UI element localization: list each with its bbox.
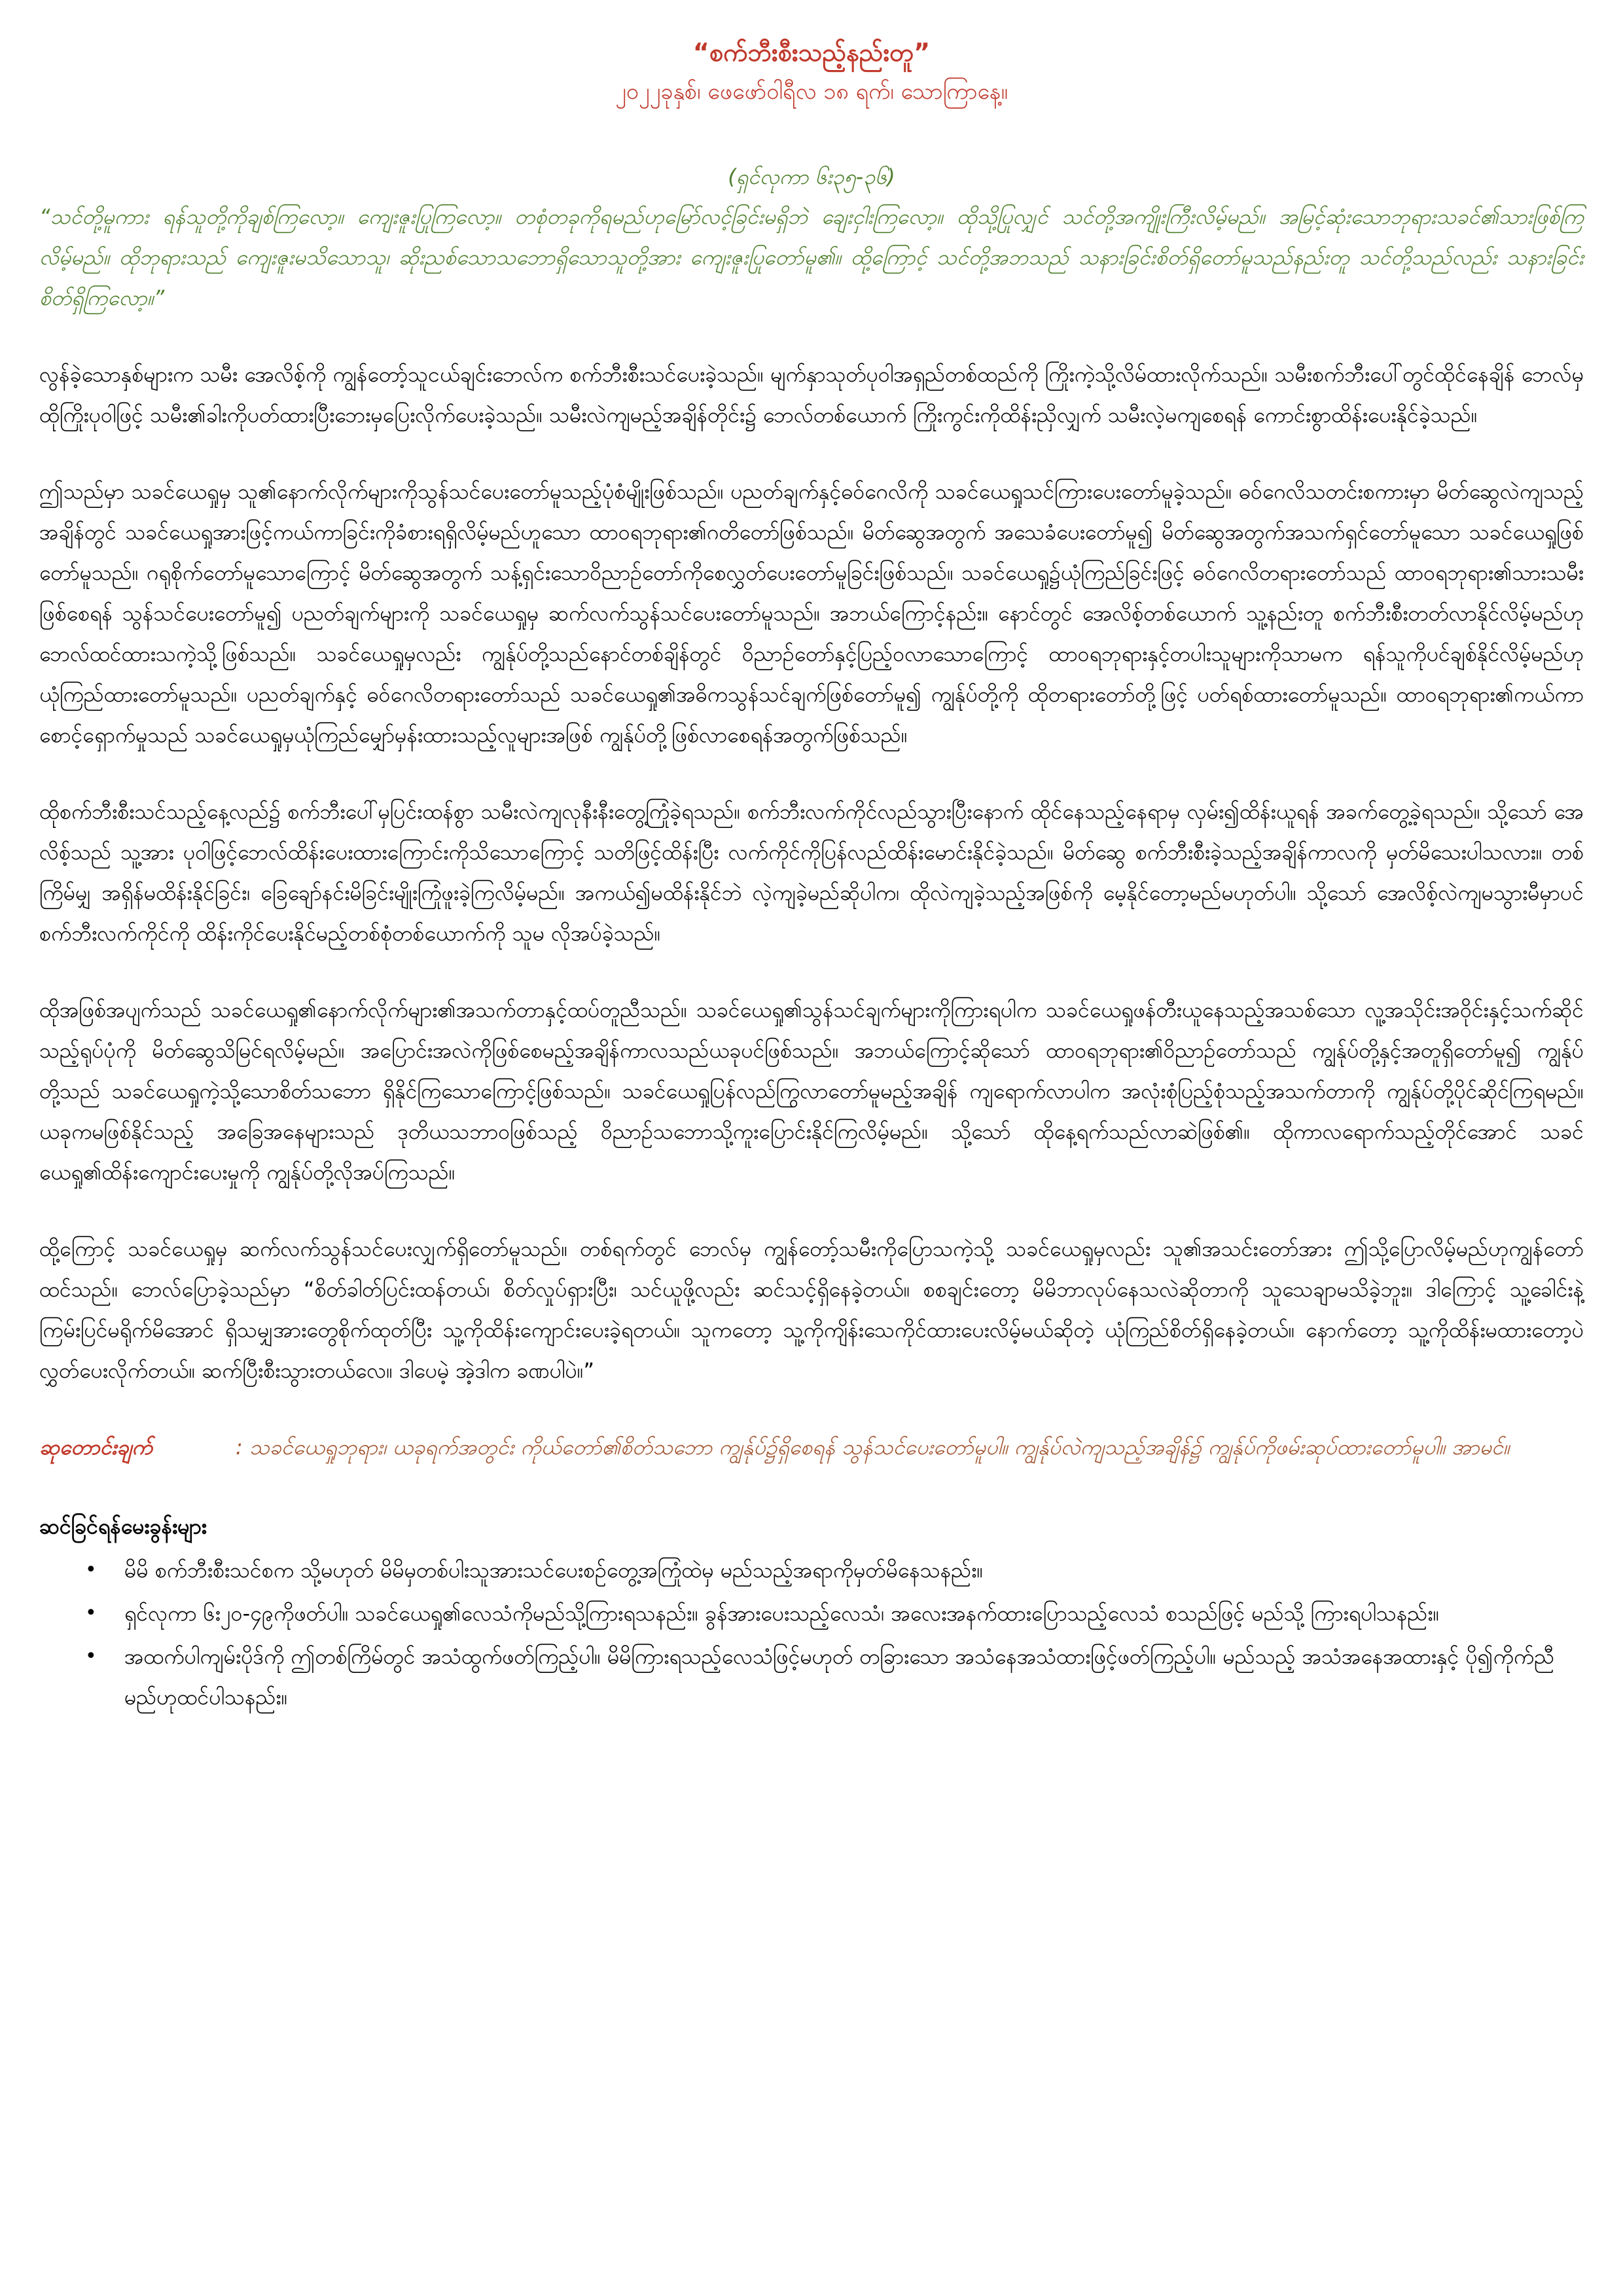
body-paragraph-2: ဤသည်မှာ သခင်ယေရှုမှ သူ၏နောက်လိုက်များကိုသွန်သင်ပေးတော်မူသည့်ပုံစံမျိုးဖြစ်သည်။ ပညတ်ချက်နှင့်ဓဝ်ဂေလိကို သခင်ယေရှုသင်ကြားပေးတော်မူခဲ့သည်။ ဓဝ်ဂေလိသတင်းစကားမှာ မိတ်ဆွေလဲကျသည့်အချိန်တွင် သခင်ယေရှုအားဖြင့်ကယ်ကာခြင်းကိုခံစားရရှိလိမ့်မည်ဟူသော ထာဝရဘုရား၏ဂတိတော်ဖြစ်သည်။ မိတ်ဆွေအတွက် အသေခံပေးတော်မူ၍ မိတ်ဆွေအတွက်အသက်ရှင်တော်မူသော သခင်ယေရှုဖြစ်တော်မူသည်။ ဂရုစိုက်တော်မူသောကြောင့် မိတ်ဆွေအတွက် သန့်ရှင်းသောဝိညာဉ်တော်ကိုစေလွှတ်ပေးတော်မူခြင်းဖြစ်သည်။ သခင်ယေရှု၌ယုံကြည်ခြင်းဖြင့် ဓဝ်ဂေလိတရားတော်သည် ထာဝရဘုရား၏သားသမီးဖြစ်စေရန် သွန်သင်ပေးတော်မူ၍ ပညတ်ချက်များကို သခင်ယေရှုမှ ဆက်လက်သွန်သင်ပေးတော်မူသည်။ အဘယ်ကြောင့်နည်း။ နောင်တွင် အေလိစ့်တစ်ယောက် သူ့နည်းတူ စက်ဘီးစီးတတ်လာနိုင်လိမ့်မည်ဟု ဘေလ်ထင်ထားသကဲ့သို့ဖြစ်သည်။ သခင်ယေရှုမှလည်း ကျွန်ုပ်တို့သည်နောင်တစ်ချိန်တွင် ဝိညာဉ်တော်နှင့်ပြည့်ဝလာသောကြောင့် ထာဝရဘုရားနှင့်တပါးသူများကိုသာမက ရန်သူကိုပင်ချစ်နိုင်လိမ့်မည်ဟု ယုံကြည်ထားတော်မူသည်။ ပညတ်ချက်နှင့် ဓဝ်ဂေလိတရားတော်သည် သခင်ယေရှု၏အဓိကသွန်သင်ချက်ဖြစ်တော်မူ၍ ကျွန်ုပ်တို့ကို ထိုတရားတော်တို့ဖြင့် ပတ်ရစ်ထားတော်မူသည်။ ထာဝရဘုရား၏ကယ်ကာစောင့်ရှောက်မှုသည် သခင်ယေရှုမှယုံကြည်မျှော်မှန်းထားသည့်လူများအဖြစ် ကျွန်ုပ်တို့ဖြစ်လာစေရန်အတွက်ဖြစ်သည်။ xyxy=(39,479,1584,747)
page-date: ၂၀၂၂ခုနှစ်၊ ဖေဖော်ဝါရီလ ၁၈ ရက်၊ သောကြာနေ့။ xyxy=(615,79,1008,105)
body-paragraph-1: လွန်ခဲ့သောနှစ်များက သမီး အေလိစ့်ကို ကျွန်တော့်သူငယ်ချင်းဘေလ်က စက်ဘီးစီးသင်ပေးခဲ့သည်။ မျက်နှာသုတ်ပုဝါအရှည်တစ်ထည်ကို ကြိုးကဲ့သို့လိမ်ထားလိုက်သည်။ သမီးစက်ဘီးပေါ်တွင်ထိုင်နေချိန် ဘေလ်မှ ထိုကြိုးပုဝါဖြင့် သမီး၏ခါးကိုပတ်ထားပြီးဘေးမှပြေးလိုက်ပေးခဲ့သည်။ သမီးလဲကျမည့်အချိန်တိုင်း၌ ဘေလ်တစ်ယောက် ကြိုးကွင်းကိုထိန်းညှိလျှက် သမီးလဲ့မကျစေရန် ကောင်းစွာထိန်းပေးနိုင်ခဲ့သည်။ xyxy=(39,362,1584,427)
page-title: “စက်ဘီးစီးသည့်နည်းတူ” xyxy=(692,38,931,67)
bullet-icon: • xyxy=(85,1558,97,1581)
questions-list xyxy=(39,1550,1584,1717)
question-text: မိမိ စက်ဘီးစီးသင်စက သို့မဟုတ် မိမိမှတစ်ပါးသူအားသင်ပေးစဥ်တွေ့အကြုံထဲမှ မည်သည့်အရာကိုမှတ်မိနေသနည်း။ xyxy=(124,1558,984,1583)
prayer-text: : သခင်ယေရှုဘုရား၊ ယခုရက်အတွင်း ကိုယ်တော်၏စိတ်သဘော ကျွန်ုပ်၌ရှိစေရန် သွန်သင်ပေးတော်မူပါ။ ကျွန်ုပ်လဲကျသည့်အချိန်၌ ကျွန်ုပ်ကိုဖမ်းဆုပ်ထားတော်မူပါ။ အာမင်။ xyxy=(236,1435,1510,1460)
body-paragraph-3: ထိုစက်ဘီးစီးသင်သည့်နေ့လည်၌ စက်ဘီးပေါ်မှပြင်းထန်စွာ သမီးလဲကျလုနီးနီးတွေ့ကြုံခဲ့ရသည်။ စက်ဘီးလက်ကိုင်လည်သွားပြီးနောက် ထိုင်နေသည့်နေရာမှ လှမ်း၍ထိန်းယူရန် အခက်တွေ့ခဲ့ရသည်။ သို့သော် အေလိစ့်သည် သူ့အား ပုဝါဖြင့်ဘေလ်ထိန်းပေးထားကြောင်းကိုသိသောကြောင့် သတိဖြင့်ထိန်းပြီး လက်ကိုင်ကိုပြန်လည်ထိန်းမောင်းနိုင်ခဲ့သည်။ မိတ်ဆွေ စက်ဘီးစီးခဲ့သည့်အချိန်ကာလကို မှတ်မိသေးပါသလား။ တစ်ကြိမ်မျှ အရှိန်မထိန်းနိုင်ခြင်း၊ ခြေချော်နင်းမိခြင်းမျိုးကြုံဖူးခဲ့ကြလိမ့်မည်။ အကယ်၍မထိန်းနိုင်ဘဲ လဲ့ကျခဲ့မည်ဆိုပါက၊ ထိုလဲကျခဲ့သည့်အဖြစ်ကို မေ့နိုင်တော့မည်မဟုတ်ပါ။ သို့သော် အေလိစ့်လဲကျမသွားမီမှာပင် စက်ဘီးလက်ကိုင်ကို ထိန်းကိုင်ပေးနိုင်မည့်တစ်စုံတစ်ယောက်ကို သူမ လိုအပ်ခဲ့သည်။ xyxy=(39,799,1584,946)
question-text: ရှင်လုကာ ၆း၂၀-၄၉ကိုဖတ်ပါ။ သခင်ယေရှု၏လေသံကိုမည်သို့ကြားရသနည်း။ ခွန်အားပေးသည့်လေသံ၊ အလေးအနက်ထားပြောသည့်လေသံ စသည်ဖြင့် မည်သို့ ကြားရပါသနည်း။ xyxy=(124,1601,1440,1626)
question-text: အထက်ပါကျမ်းပိုဒ်ကို ဤတစ်ကြိမ်တွင် အသံထွက်ဖတ်ကြည့်ပါ။ မိမိကြားရသည့်လေသံဖြင့်မဟုတ် တခြားသော အသံနေအသံထားဖြင့်ဖတ်ကြည့်ပါ။ မည်သည့် အသံအနေအထားနှင့် ပို၍ကိုက်ညီမည်ဟုထင်ပါသနည်း။ xyxy=(124,1644,1555,1710)
bullet-icon: • xyxy=(85,1645,97,1668)
question-item xyxy=(85,1550,1584,1590)
body-paragraph-5: ထို့ကြောင့် သခင်ယေရှုမှ ဆက်လက်သွန်သင်ပေးလျှက်ရှိတော်မူသည်။ တစ်ရက်တွင် ဘေလ်မှ ကျွန်တော့်သမီးကိုပြောသကဲ့သို့ သခင်ယေရှုမှလည်း သူ၏အသင်းတော်အား ဤသို့ပြောလိမ့်မည်ဟုကျွန်တော်ထင်သည်။ ဘေလ်ပြောခဲ့သည်မှာ “စိတ်ခါတ်ပြင်းထန်တယ်၊ စိတ်လှုပ်ရှားပြီး၊ သင်ယူဖို့လည်း ဆင်သင့်ရှိနေခဲ့တယ်။ စစချင်းတော့ မိမိဘာလုပ်နေသလဲဆိုတာကို သူသေချာမသိခဲ့ဘူး။ ဒါကြောင့် သူ့ခေါင်းနဲ့ကြမ်းပြင်မရိုက်မိအောင် ရှိသမျှအားတွေစိုက်ထုတ်ပြီး သူ့ကိုထိန်းကျောင်းပေးခဲ့ရတယ်။ သူကတော့ သူ့ကိုကျိန်းသေကိုင်ထားပေးလိမ့်မယ်ဆိုတဲ့ ယုံကြည်စိတ်ရှိနေခဲ့တယ်။ နောက်တော့ သူ့ကိုထိန်းမထားတော့ပဲ လွှတ်ပေးလိုက်တယ်။ ဆက်ပြီးစီးသွားတယ်လေ။ ဒါပေမဲ့ အဲ့ဒါက ခဏပါပဲ။” xyxy=(39,1236,1584,1383)
prayer-section xyxy=(39,1427,1584,1467)
body-paragraph-4: ထိုအဖြစ်အပျက်သည် သခင်ယေရှု၏နောက်လိုက်များ၏အသက်တာနှင့်ထပ်တူညီသည်။ သခင်ယေရှု၏သွန်သင်ချက်များကိုကြားရပါက သခင်ယေရှုဖန်တီးယူနေသည့်အသစ်သော လူ့အသိုင်းအဝိုင်းနှင့်သက်ဆိုင်သည့်ရုပ်ပုံကို မိတ်ဆွေသိမြင်ရလိမ့်မည်။ အပြောင်းအလဲကိုဖြစ်စေမည့်အချိန်ကာလသည်ယခုပင်ဖြစ်သည်။ အဘယ်ကြောင့်ဆိုသော် ထာဝရဘုရား၏ဝိညာဉ်တော်သည် ကျွန်ုပ်တို့နှင့်အတူရှိတော်မူ၍ ကျွန်ုပ်တို့သည် သခင်ယေရှုကဲ့သို့သောစိတ်သဘော ရှိနိုင်ကြသောကြောင့်ဖြစ်သည်။ သခင်ယေရှုပြန်လည်ကြွလာတော်မူမည့်အချိန် ကျရောက်လာပါက အလုံးစုံပြည့်စုံသည့်အသက်တာကို ကျွန်ုပ်တို့ပိုင်ဆိုင်ကြရမည်။ ယခုကမဖြစ်နိုင်သည့် အခြေအနေများသည် ဒုတိယသဘာဝဖြစ်သည့် ဝိညာဉ်သဘောသို့ကူးပြောင်းနိုင်ကြလိမ့်မည်။ သို့သော် ထိုနေ့ရက်သည်လာဆဲဖြစ်၏။ ထိုကာလရောက်သည့်တိုင်အောင် သခင်ယေရှု၏ထိန်းကျောင်းပေးမှုကို ကျွန်ုပ်တို့လိုအပ်ကြသည်။ xyxy=(39,997,1584,1185)
scripture-passage: “သင်တို့မူကား ရန်သူတို့ကိုချစ်ကြလော့။ ကျေးဇူးပြုကြလော့။ တစုံတခုကိုရမည်ဟုမြော်လင့်ခြင်းမရှိဘဲ ချေးငှါးကြလော့။ ထိုသို့ပြုလျှင် သင်တို့အကျိုးကြီးလိမ့်မည်။ အမြင့်ဆုံးသောဘုရားသခင်၏သားဖြစ်ကြလိမ့်မည်။ ထိုဘုရားသည် ကျေးဇူးမသိသောသူ၊ ဆိုးညစ်သောသဘောရှိသောသူတို့အား ကျေးဇူးပြုတော်မူ၏။ ထို့ကြောင့် သင်တို့အဘသည် သနားခြင်းစိတ်ရှိတော်မူသည်နည်းတူ သင်တို့သည်လည်း သနားခြင်းစိတ်ရှိကြလော့။” xyxy=(39,204,1584,310)
questions-heading: ဆင်ခြင်ရန်မေးခွန်းများ xyxy=(39,1514,207,1539)
bullet-icon: • xyxy=(85,1602,97,1624)
prayer-label: ဆုတောင်းချက် xyxy=(39,1435,152,1460)
scripture-reference: (ရှင်လုကာ ၆း၃၅-၃၆) xyxy=(728,164,895,189)
question-item xyxy=(85,1593,1584,1634)
question-item xyxy=(85,1636,1584,1717)
